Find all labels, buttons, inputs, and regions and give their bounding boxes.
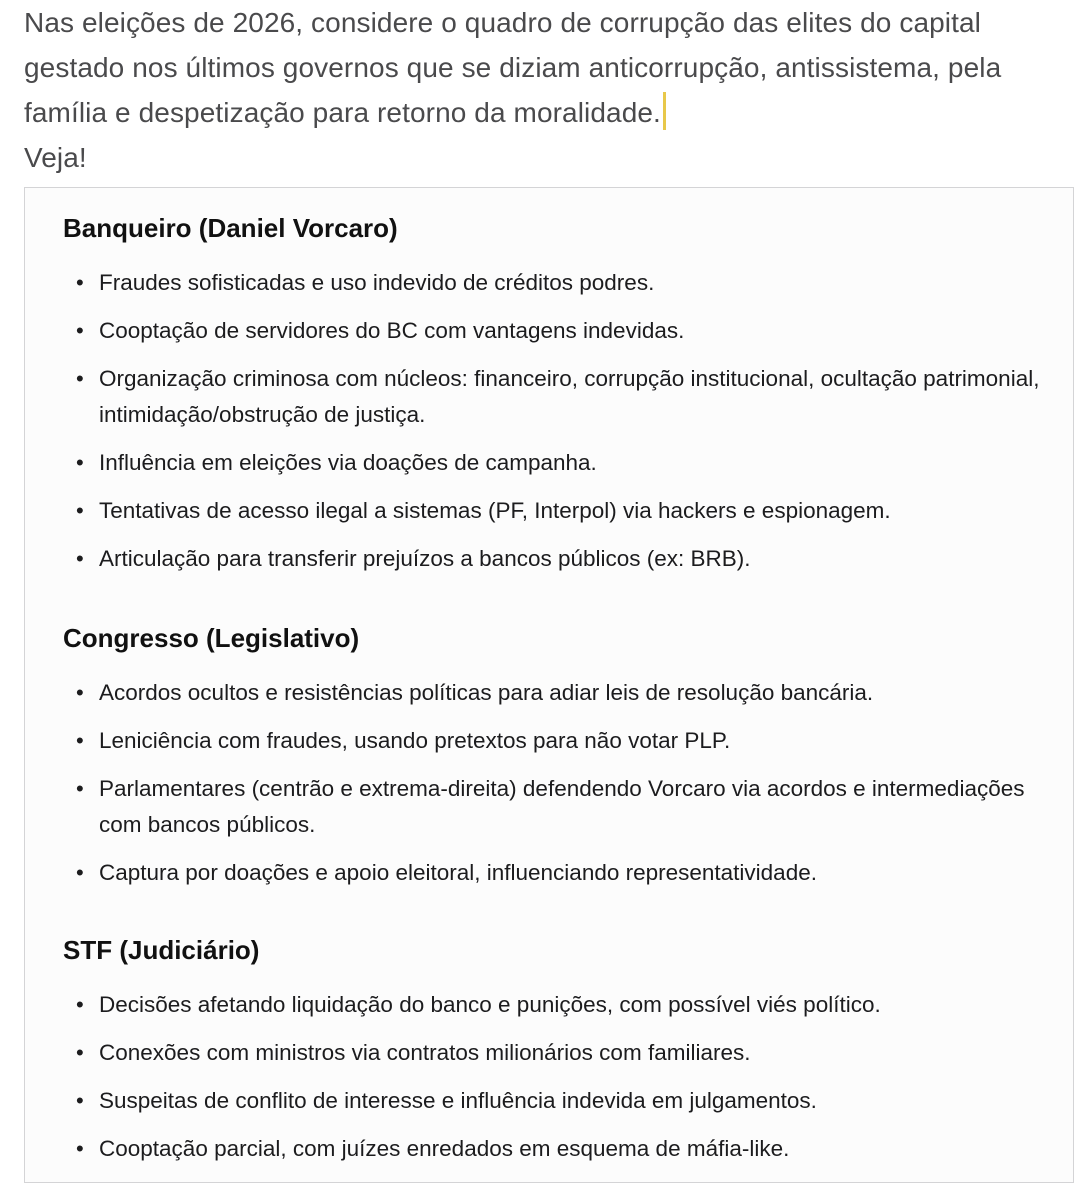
list-item-text: Parlamentares (centrão e extrema-direita) defendendo Vorcaro via acordos e intermediações com bancos públicos. xyxy=(99,776,1025,837)
list-item xyxy=(63,541,1053,577)
list-item-text: Fraudes sofisticadas e uso indevido de créditos podres. xyxy=(99,270,655,295)
list-item-text: Acordos ocultos e resistências políticas para adiar leis de resolução bancária. xyxy=(99,680,874,705)
bullet-list xyxy=(63,675,1053,891)
list-item xyxy=(63,1083,1053,1119)
bullet-icon: • xyxy=(76,860,84,885)
list-item xyxy=(63,987,1053,1023)
list-item-text: Decisões afetando liquidação do banco e punições, com possível viés político. xyxy=(99,992,881,1017)
bullet-list xyxy=(63,265,1053,577)
list-item xyxy=(63,771,1053,843)
list-item-text: Cooptação parcial, com juízes enredados em esquema de máfia-like. xyxy=(99,1136,790,1161)
list-item xyxy=(63,675,1053,711)
section-title: Banqueiro (Daniel Vorcaro) xyxy=(63,213,398,243)
bullet-icon: • xyxy=(76,1040,84,1065)
bullet-icon: • xyxy=(76,776,84,801)
intro-line-2: Veja! xyxy=(24,142,87,173)
list-item xyxy=(63,313,1053,349)
content-card xyxy=(24,187,1074,1183)
intro-paragraph xyxy=(24,0,1074,135)
list-item xyxy=(63,723,1053,759)
section-banqueiro xyxy=(63,210,1053,577)
intro-line-1: Nas eleições de 2026, considere o quadro de corrupção das elites do capital gestado nos últimos governos que se diziam anticorrupção, antissistema, pela família e despetização para retorno da moralidade. xyxy=(24,7,1002,128)
list-item xyxy=(63,361,1053,433)
list-item xyxy=(63,265,1053,301)
list-item xyxy=(63,1035,1053,1071)
bullet-icon: • xyxy=(76,1136,84,1161)
bullet-icon: • xyxy=(76,450,84,475)
bullet-icon: • xyxy=(76,318,84,343)
bullet-list xyxy=(63,987,1053,1167)
list-item-text: Influência em eleições via doações de campanha. xyxy=(99,450,597,475)
list-item xyxy=(63,1131,1053,1167)
list-item xyxy=(63,855,1053,891)
text-cursor xyxy=(663,92,666,130)
list-item-text: Articulação para transferir prejuízos a bancos públicos (ex: BRB). xyxy=(99,546,751,571)
bullet-icon: • xyxy=(76,992,84,1017)
bullet-icon: • xyxy=(76,680,84,705)
bullet-icon: • xyxy=(76,1088,84,1113)
intro-text xyxy=(24,0,1074,180)
bullet-icon: • xyxy=(76,498,84,523)
section-congresso xyxy=(63,620,1053,891)
list-item-text: Suspeitas de conflito de interesse e influência indevida em julgamentos. xyxy=(99,1088,817,1113)
list-item-text: Conexões com ministros via contratos milionários com familiares. xyxy=(99,1040,751,1065)
list-item-text: Tentativas de acesso ilegal a sistemas (PF, Interpol) via hackers e espionagem. xyxy=(99,498,891,523)
list-item-text: Organização criminosa com núcleos: financeiro, corrupção institucional, ocultação patrimonial, intimidação/obstrução de justiça. xyxy=(99,366,1040,427)
list-item-text: Cooptação de servidores do BC com vantagens indevidas. xyxy=(99,318,685,343)
list-item-text: Captura por doações e apoio eleitoral, influenciando representatividade. xyxy=(99,860,817,885)
section-title: STF (Judiciário) xyxy=(63,935,260,965)
bullet-icon: • xyxy=(76,366,84,391)
section-title: Congresso (Legislativo) xyxy=(63,623,360,653)
bullet-icon: • xyxy=(76,546,84,571)
list-item-text: Leniciência com fraudes, usando pretextos para não votar PLP. xyxy=(99,728,731,753)
bullet-icon: • xyxy=(76,728,84,753)
list-item xyxy=(63,493,1053,529)
bullet-icon: • xyxy=(76,270,84,295)
list-item xyxy=(63,445,1053,481)
section-stf xyxy=(63,932,1053,1167)
